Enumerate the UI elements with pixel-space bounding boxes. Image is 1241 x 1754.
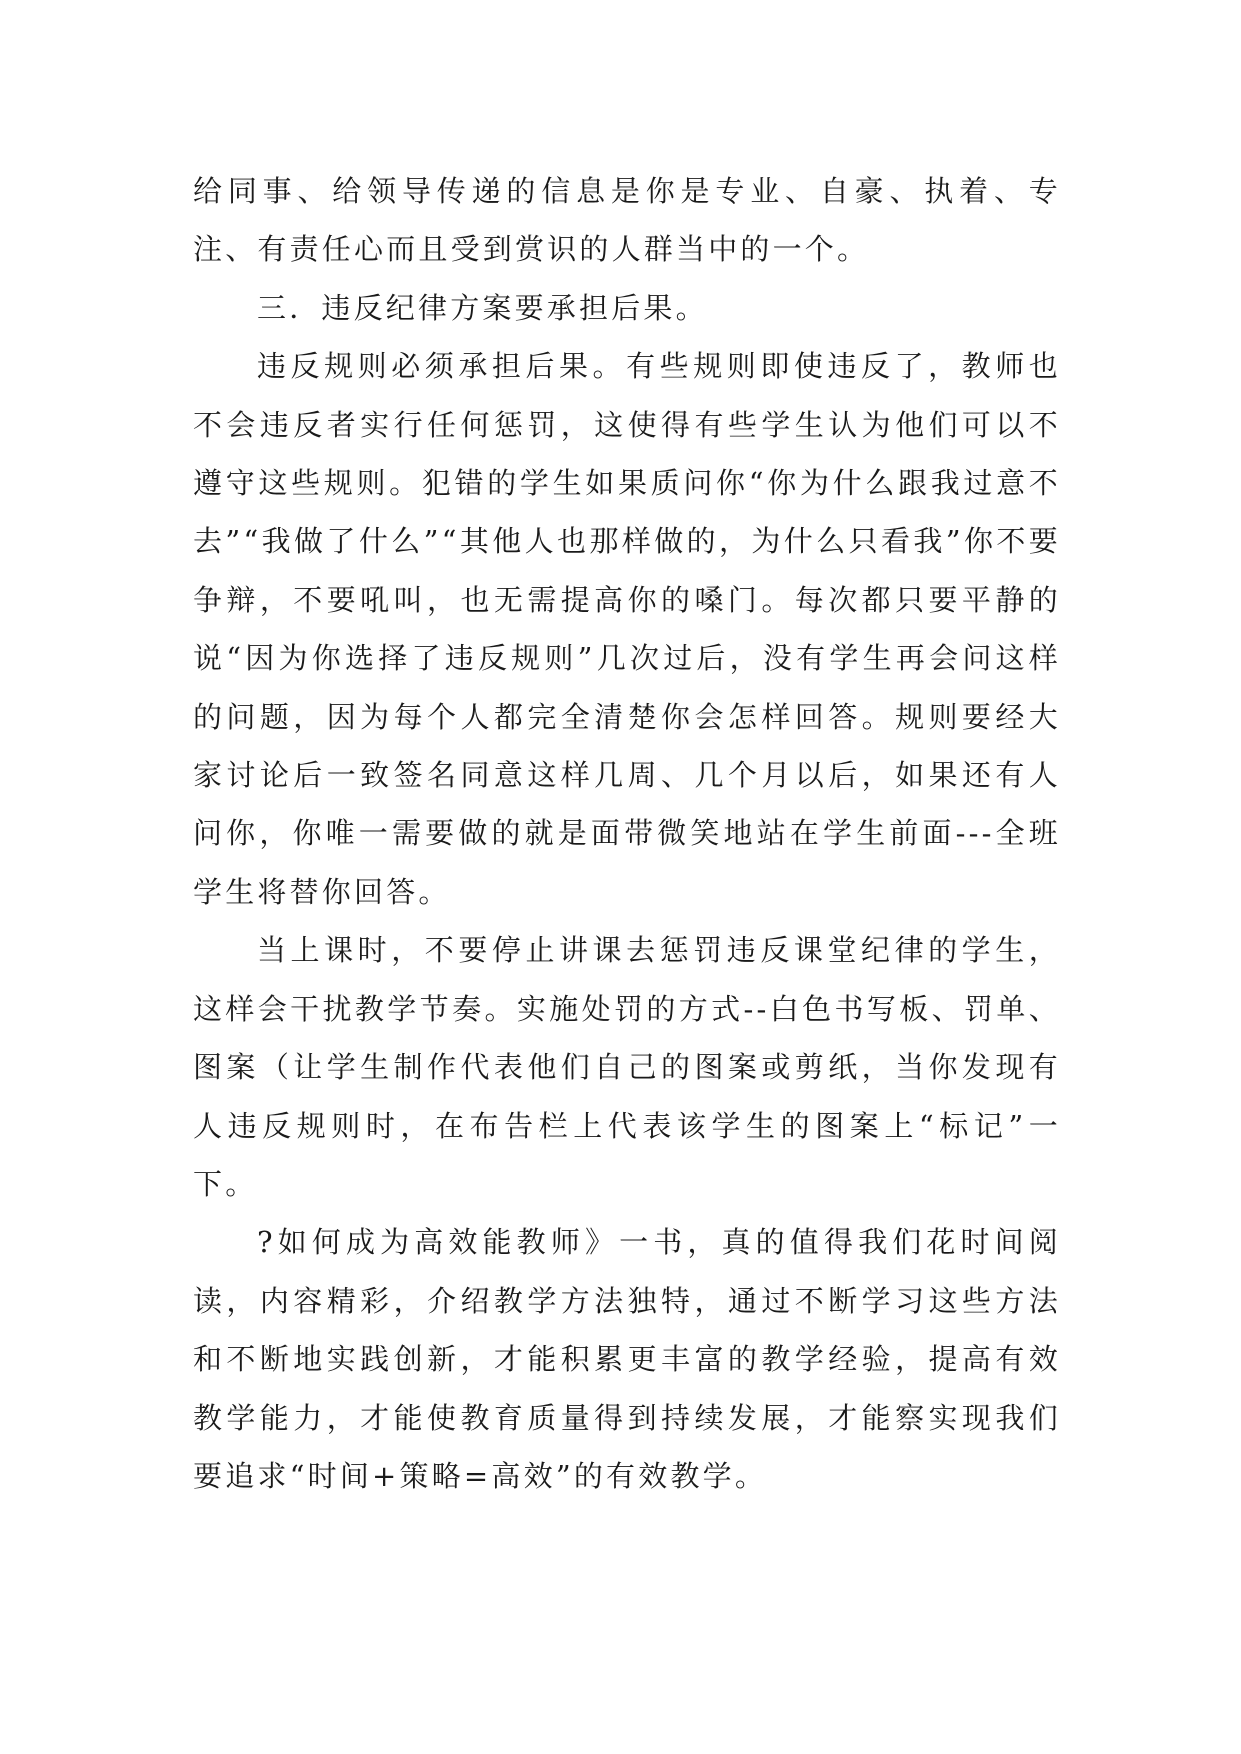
paragraph-3: 当上课时，不要停止讲课去惩罚违反课堂纪律的学生，这样会干扰教学节奏。实施处罚的方式--白色书写板、罚单、图案（让学生制作代表他们自己的图案或剪纸，当你发现有人违反规则时，在布告栏上代表该学生的图案上“标记”一下。	[193, 933, 1061, 1201]
section-heading-3: 三．违反纪律方案要承担后果。	[257, 290, 708, 325]
paragraph-4: ?如何成为高效能教师》一书，真的值得我们花时间阅读，内容精彩，介绍教学方法独特，通过不断学习这些方法和不断地实践创新，才能积累更丰富的教学经验，提高有效教学能力，才能使教育质量得到持续发展，才能察实现我们要追求“时间+策略=高效”的有效教学。	[193, 1225, 1061, 1493]
paragraph-2: 违反规则必须承担后果。有些规则即使违反了，教师也不会违反者实行任何惩罚，这使得有些学生认为他们可以不遵守这些规则。犯错的学生如果质问你“你为什么跟我过意不去”“我做了什么”“其他人也那样做的，为什么只看我”你不要争辩，不要吼叫，也无需提高你的嗓门。每次都只要平静的说“因为你选择了违反规则”几次过后，没有学生再会问这样的问题，因为每个人都完全清楚你会怎样回答。规则要经大家讨论后一致签名同意这样几周、几个月以后，如果还有人问你，你唯一需要做的就是面带微笑地站在学生前面---全班学生将替你回答。	[193, 349, 1061, 909]
paragraph-1: 给同事、给领导传递的信息是你是专业、自豪、执着、专注、有责任心而且受到赏识的人群当中的一个。	[193, 174, 1061, 267]
document-body	[193, 162, 1061, 1505]
